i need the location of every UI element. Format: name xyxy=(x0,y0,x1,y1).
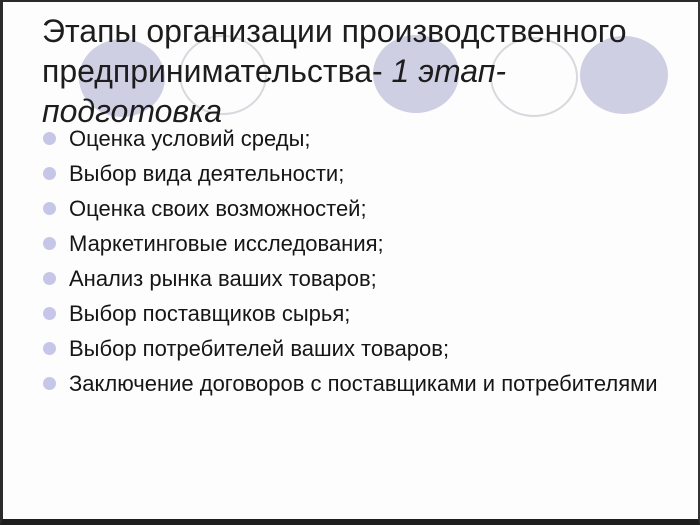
bullet-icon xyxy=(43,272,56,285)
bullet-icon xyxy=(43,377,56,390)
list-item-text: Оценка условий среды; xyxy=(69,126,311,151)
bullet-icon xyxy=(43,237,56,250)
list-item xyxy=(42,229,678,258)
bullet-icon xyxy=(43,342,56,355)
list-item-text: Выбор поставщиков сырья; xyxy=(69,301,351,326)
list-item xyxy=(42,299,678,328)
list-item xyxy=(42,369,678,398)
bullet-icon xyxy=(43,132,56,145)
title-line2-regular: предпринимательства- xyxy=(42,53,392,89)
bullet-icon xyxy=(43,202,56,215)
list-item-text: Выбор потребителей ваших товаров; xyxy=(69,336,450,361)
list-item-text: Маркетинговые исследования; xyxy=(69,231,384,256)
list-item-text: Выбор вида деятельности; xyxy=(69,161,345,186)
title-line2-italic: 1 этап- xyxy=(391,53,506,89)
list-item-text: Заключение договоров с поставщиками и потребителями xyxy=(69,371,658,396)
bullet-list xyxy=(42,124,678,404)
list-item-text: Оценка своих возможностей; xyxy=(69,196,367,221)
bullet-icon xyxy=(43,167,56,180)
list-item xyxy=(42,264,678,293)
list-item-text: Анализ рынка ваших товаров; xyxy=(69,266,377,291)
bullet-icon xyxy=(43,307,56,320)
list-item xyxy=(42,194,678,223)
slide-title xyxy=(42,11,682,131)
list-item xyxy=(42,159,678,188)
title-line3-italic: подготовка xyxy=(42,93,223,129)
list-item xyxy=(42,124,678,153)
list-item xyxy=(42,334,678,363)
title-line1: Этапы организации производственного xyxy=(42,13,627,49)
